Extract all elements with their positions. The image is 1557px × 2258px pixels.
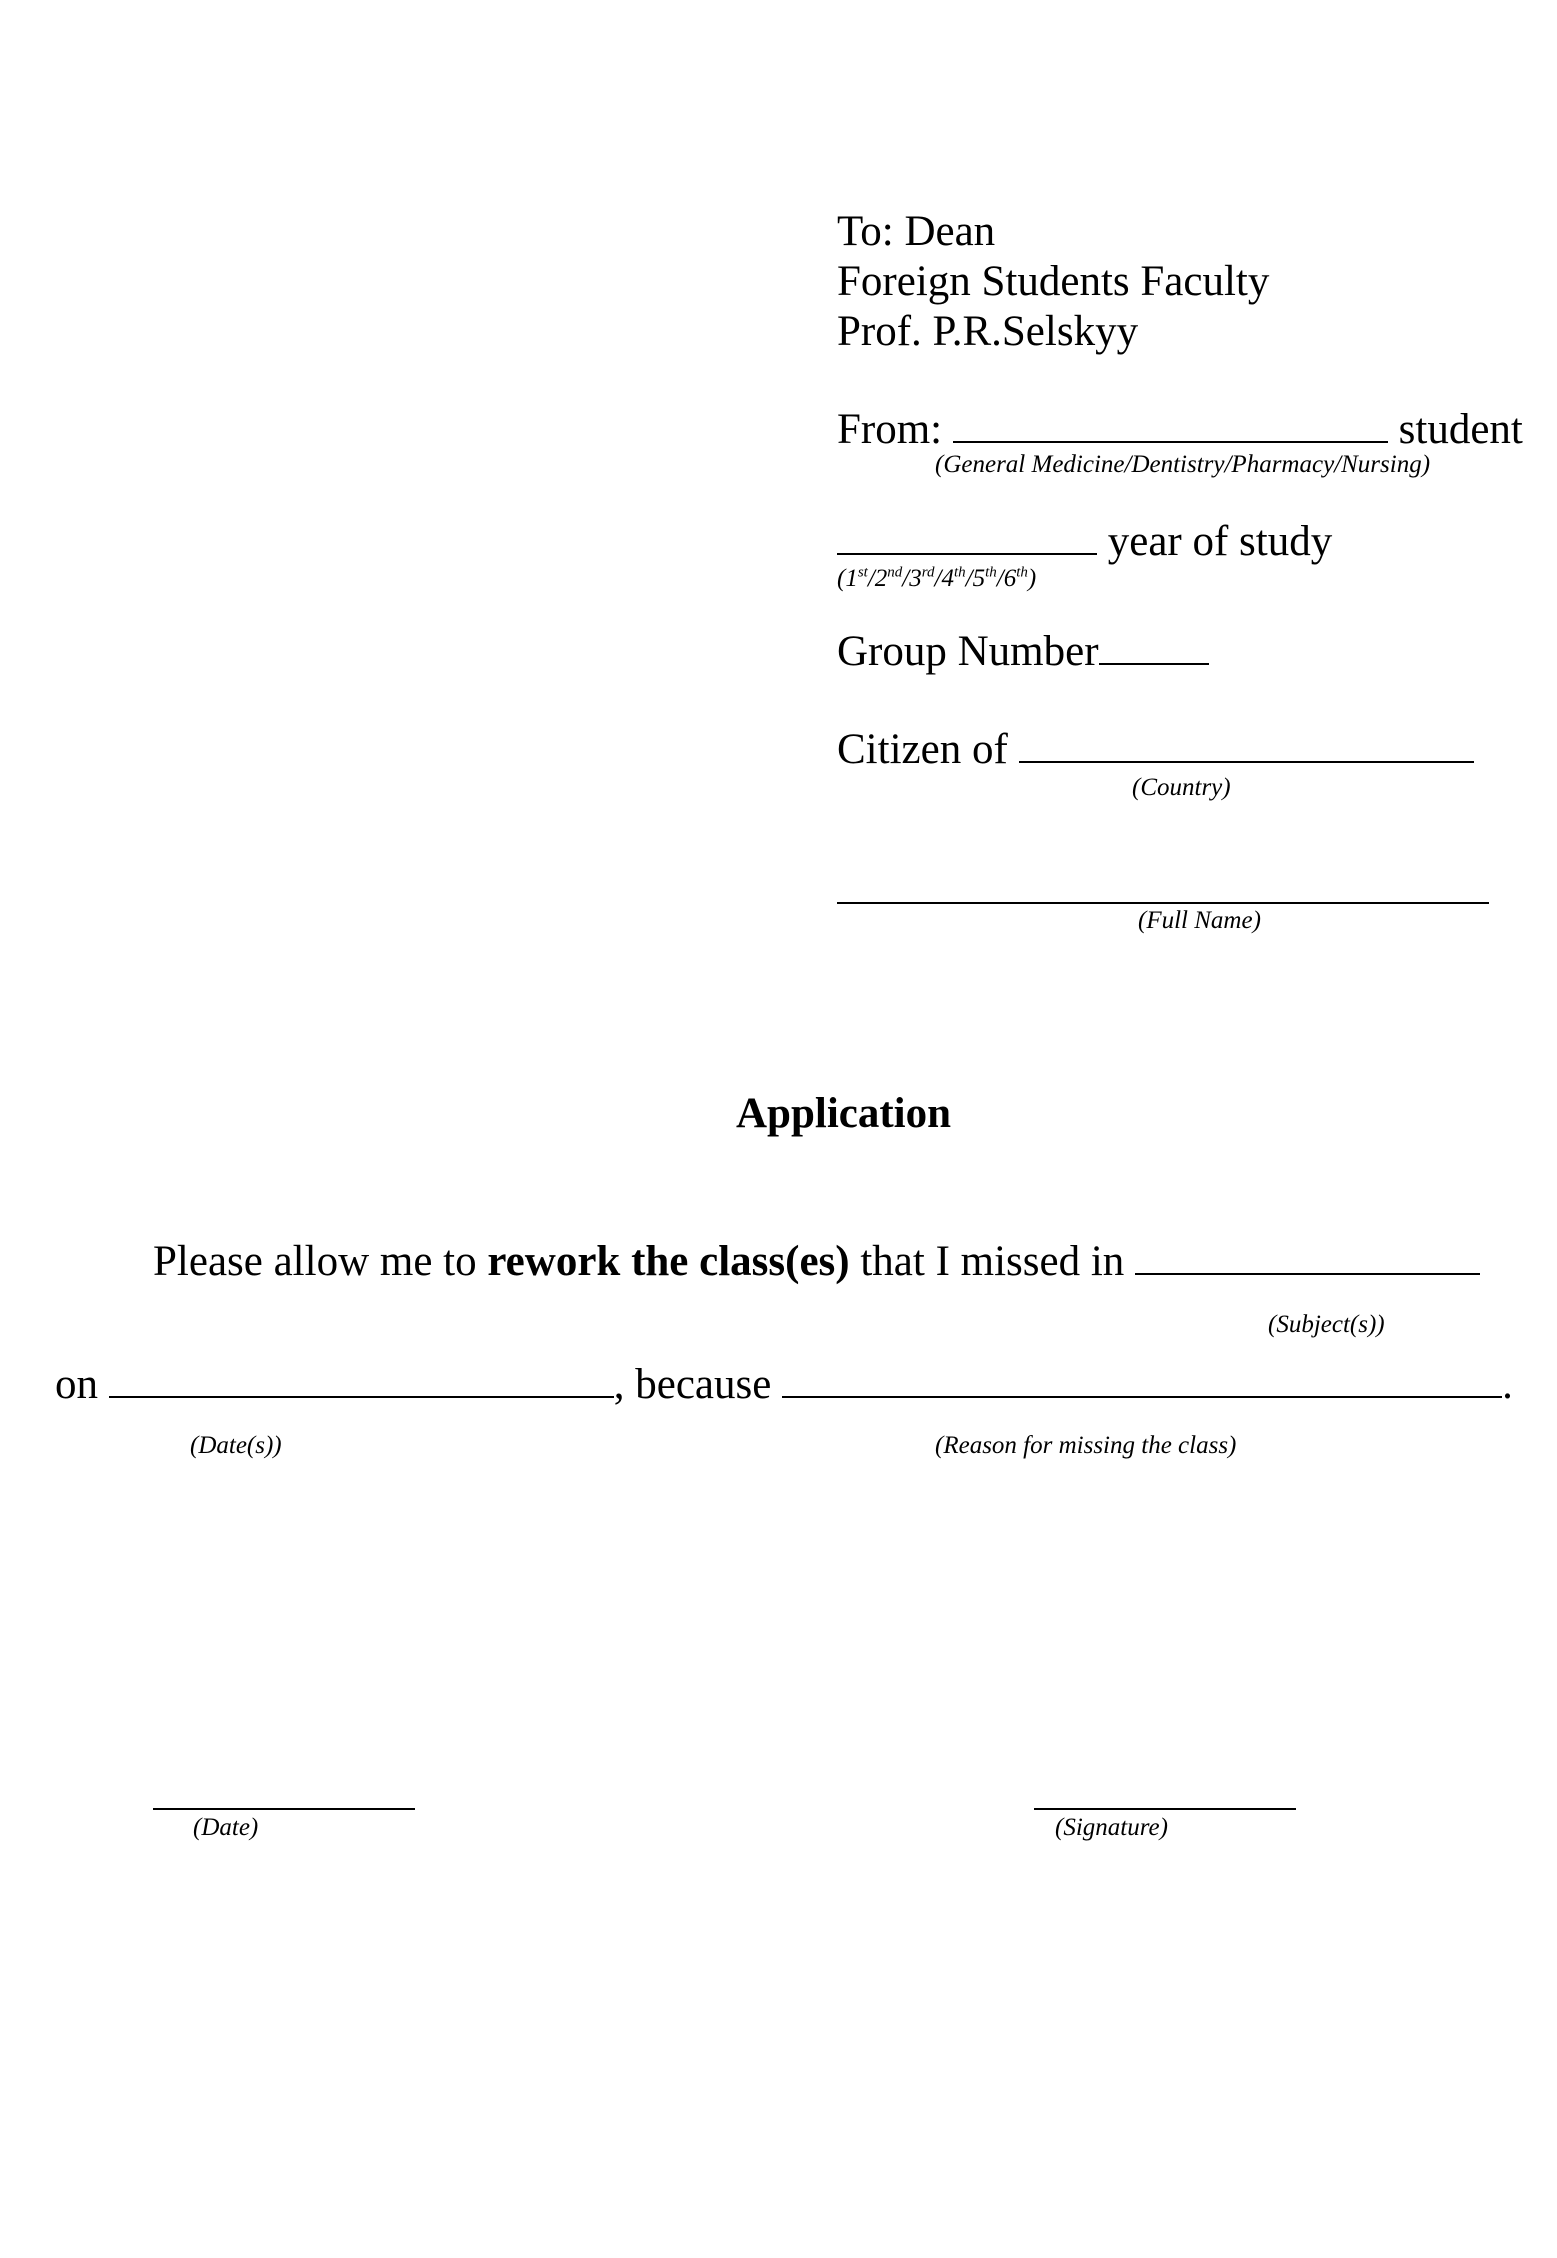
date-hint: (Date) [193, 1814, 259, 1841]
citizen-line [837, 728, 1474, 771]
dates-hint: (Date(s)) [190, 1432, 282, 1459]
end-period: . [1502, 1361, 1513, 1408]
country-hint: (Country) [1132, 774, 1231, 801]
group-label: Group Number [837, 628, 1099, 675]
subject-hint: (Subject(s)) [1268, 1311, 1385, 1338]
from-label: From: [837, 406, 943, 453]
year-line [837, 520, 1332, 563]
because-label: , because [613, 1361, 772, 1408]
year-label: year of study [1107, 518, 1333, 565]
specialty-blank[interactable] [953, 441, 1388, 443]
addressee-faculty: Foreign Students Faculty [837, 258, 1270, 305]
specialty-hint: (General Medicine/Dentistry/Pharmacy/Nursing) [935, 451, 1431, 478]
full-name-blank[interactable] [837, 902, 1489, 904]
addressee-professor: Prof. P.R.Selskyy [837, 308, 1139, 355]
from-line [837, 408, 1523, 451]
addressee-to: To: Dean [837, 208, 996, 255]
year-blank[interactable] [837, 553, 1097, 555]
student-label: student [1398, 406, 1523, 453]
on-label: on [55, 1361, 98, 1408]
dates-blank[interactable] [109, 1396, 614, 1398]
body-prefix: Please allow me to [153, 1238, 477, 1285]
body-bold-phrase: rework the class(es) [487, 1238, 850, 1285]
group-blank[interactable] [1099, 663, 1209, 665]
body-line-2 [55, 1363, 1513, 1406]
date-signature-blank[interactable] [153, 1808, 415, 1810]
body-line-1 [153, 1240, 1480, 1283]
year-hint: (1st/2nd/3rd/4th/5th/6th) [837, 564, 1037, 592]
full-name-hint: (Full Name) [1138, 907, 1261, 934]
document-title: Application [736, 1090, 952, 1137]
reason-hint: (Reason for missing the class) [935, 1432, 1237, 1459]
reason-blank[interactable] [782, 1396, 1502, 1398]
signature-hint: (Signature) [1055, 1814, 1168, 1841]
body-suffix: that I missed in [860, 1238, 1125, 1285]
country-blank[interactable] [1019, 761, 1474, 763]
signature-blank[interactable] [1034, 1808, 1296, 1810]
group-line [837, 630, 1209, 673]
citizen-label: Citizen of [837, 726, 1008, 773]
subject-blank[interactable] [1135, 1273, 1480, 1275]
